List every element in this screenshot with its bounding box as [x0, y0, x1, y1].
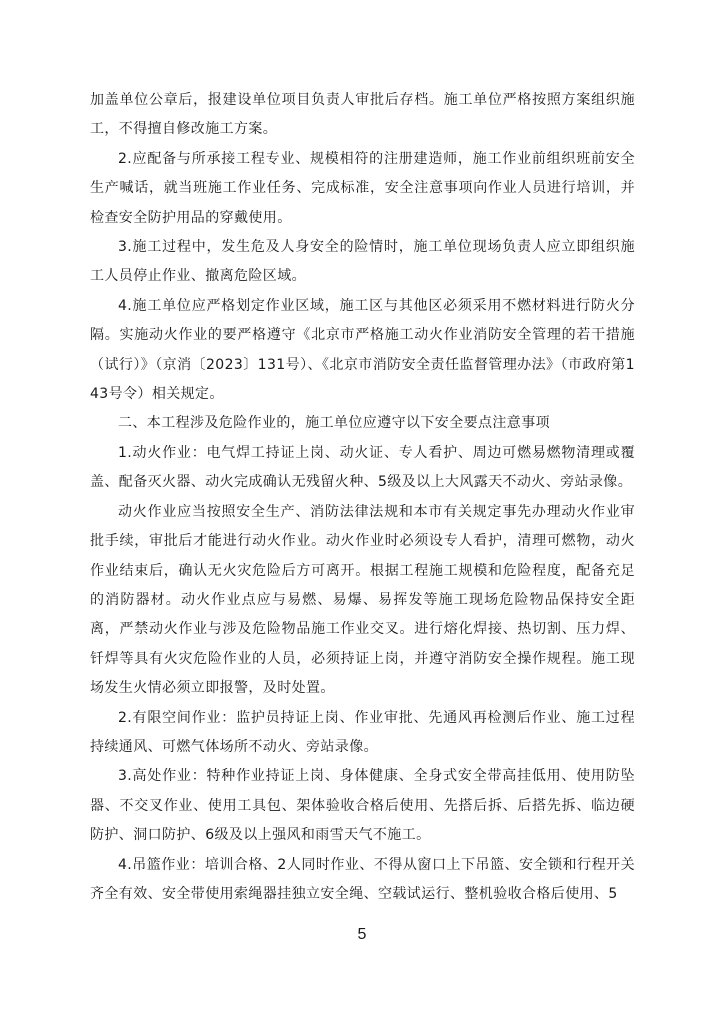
paragraph-item-4-gondola-work: 4.吊篮作业：培训合格、2人同时作业、不得从窗口上下吊篮、安全锁和行程开关齐全有效、安全带使用索绳器挂独立安全绳、空载试运行、整机验收合格后使用、5: [90, 856, 635, 902]
page-number: 5: [357, 926, 367, 943]
paragraph-item-4-fire-separation: 4.施工单位应严格划定作业区域，施工区与其他区必须采用不燃材料进行防火分隔。实施动火作业的要严格遵守《北京市严格施工动火作业消防安全管理的若干措施（试行）》（京消〔2023〕131号）、《北京市消防安全责任监督管理办法》（市政府第143号令）相关规定。: [90, 297, 635, 403]
section-heading-dangerous-work: 二、本工程涉及危险作业的，施工单位应遵守以下安全要点注意事项: [118, 415, 550, 432]
document-body: [90, 86, 635, 909]
paragraph-item-3-danger-evacuation: 3.施工过程中，发生危及人身安全的险情时，施工单位现场负责人应立即组织施工人员停止作业、撤离危险区域。: [90, 239, 635, 285]
paragraph-item-2-confined-space: 2.有限空间作业：监护员持证上岗、作业审批、先通风再检测后作业、施工过程持续通风、可燃气体场所不动火、旁站录像。: [90, 709, 635, 755]
paragraph-item-2-registered-builder: 2.应配备与所承接工程专业、规模相符的注册建造师，施工作业前组织班前安全生产喊话，就当班施工作业任务、完成标准，安全注意事项向作业人员进行培训，并检查安全防护用品的穿戴使用。: [90, 150, 635, 226]
paragraph-item-1-hot-work: 1.动火作业：电气焊工持证上岗、动火证、专人看护、周边可燃易燃物清理或覆盖、配备灭火器、动火完成确认无残留火种、5级及以上大风露天不动火、旁站录像。: [90, 444, 635, 491]
paragraph-hot-work-details: 动火作业应当按照安全生产、消防法律法规和本市有关规定事先办理动火作业审批手续，审批后才能进行动火作业。动火作业时必须设专人看护，清理可燃物，动火作业结束后，确认无火灾危险后方可离开。根据工程施工规模和危险程度，配备充足的消防器材。动火作业点应与易燃、易爆、易挥发等施工现场危险物品保持安全距离，严禁动火作业与涉及危险物品施工作业交叉。进行熔化焊接、热切割、压力焊、钎焊等具有火灾危险作业的人员，必须持证上岗，并遵守消防安全操作规程。施工现场发生火情必须立即报警，及时处置。: [90, 503, 635, 697]
paragraph-item-3-work-at-height: 3.高处作业：特种作业持证上岗、身体健康、全身式安全带高挂低用、使用防坠器、不交叉作业、使用工具包、架体验收合格后使用、先搭后拆、后搭先拆、临边硬防护、洞口防护、6级及以上强风和雨雪天气不施工。: [90, 768, 635, 844]
paragraph-continuation: 加盖单位公章后，报建设单位项目负责人审批后存档。施工单位严格按照方案组织施工，不得擅自修改施工方案。: [90, 92, 635, 138]
